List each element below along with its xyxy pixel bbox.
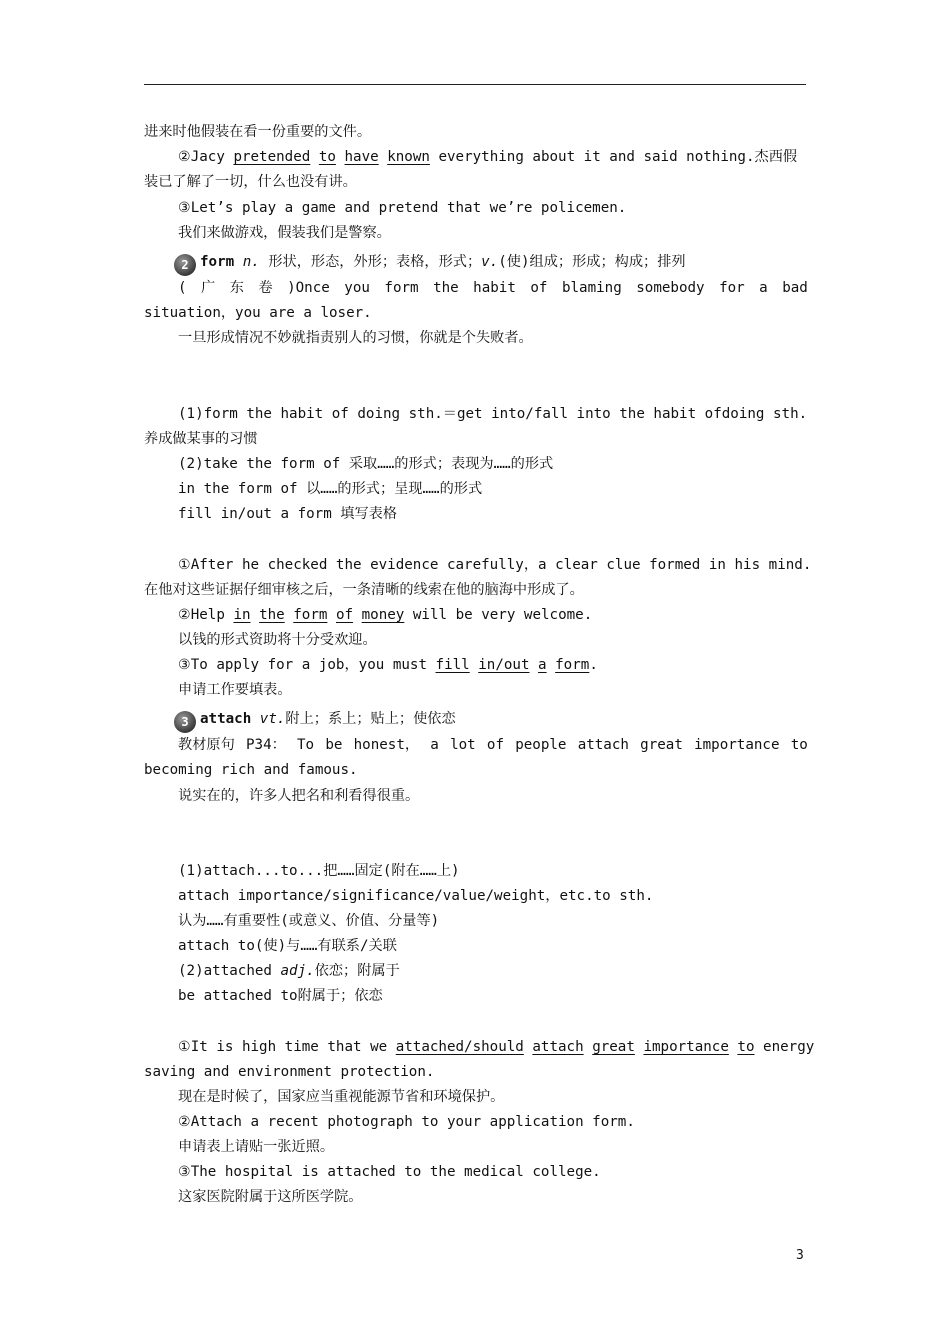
- example-sentence: ②Help in the form of money will be very welcome.: [178, 607, 593, 623]
- text-line: 装已了解了一切，什么也没有讲。: [144, 174, 357, 190]
- text-line: 养成做某事的习惯: [144, 431, 258, 447]
- word: lot: [450, 737, 476, 753]
- translation-line: 申请工作要填表。: [178, 682, 292, 698]
- phrase-line: (1)attach...to...把……固定(附在……上): [178, 863, 460, 879]
- word: To: [297, 737, 315, 753]
- word: for: [719, 280, 745, 296]
- translation-line: 这家医院附属于这所医学院。: [178, 1189, 363, 1205]
- headword: form: [200, 254, 235, 270]
- translation-line: 申请表上请贴一张近照。: [178, 1139, 335, 1155]
- example-sentence-justified: [178, 278, 808, 298]
- example-sentence: ③To apply for a job，you must fill in/out a form.: [178, 657, 598, 673]
- text-line: saving and environment protection.: [144, 1064, 435, 1080]
- word: 教材原句: [178, 737, 235, 753]
- example-sentence: ①It is high time that we attached/should attach great importance to energy: [178, 1039, 815, 1055]
- word: of: [486, 737, 504, 753]
- example-sentence: ②Attach a recent photograph to your application form.: [178, 1114, 635, 1130]
- word: P34：: [245, 737, 286, 753]
- phrase-line: (2)take the form of 采取……的形式；表现为……的形式: [178, 456, 554, 472]
- translation-line: 我们来做游戏，假装我们是警察。: [178, 225, 391, 241]
- word: be: [325, 737, 343, 753]
- word: you: [344, 280, 370, 296]
- word: to: [790, 737, 808, 753]
- word: 卷: [258, 280, 273, 296]
- phrase-line: attach to(使)与……有联系/关联: [178, 938, 397, 954]
- word: )Once: [287, 280, 330, 296]
- textbook-sentence-justified: [178, 735, 808, 755]
- word: somebody: [636, 280, 705, 296]
- translation-line: 现在是时候了，国家应当重视能源节省和环境保护。: [178, 1089, 505, 1105]
- translation-line: 一旦形成情况不妙就指责别人的习惯，你就是个失败者。: [178, 330, 533, 346]
- text-line: 在他对这些证据仔细审核之后，一条清晰的线索在他的脑海中形成了。: [144, 582, 584, 598]
- word: attach: [577, 737, 629, 753]
- translation-line: 以钱的形式资助将十分受欢迎。: [178, 632, 377, 648]
- phrase-line: attach importance/significance/value/weight，etc.to sth.: [178, 888, 654, 904]
- text-line: 进来时他假装在看一份重要的文件。: [144, 124, 372, 140]
- word: importance: [694, 737, 780, 753]
- word: honest，: [353, 737, 420, 753]
- translation-line: 说实在的，许多人把名和利看得很重。: [178, 788, 420, 804]
- example-sentence: ③The hospital is attached to the medical college.: [178, 1164, 601, 1180]
- word: of: [530, 280, 548, 296]
- word: bad: [782, 280, 808, 296]
- phrase-line: be attached to附属于；依恋: [178, 988, 383, 1004]
- word: form: [384, 280, 419, 296]
- phrase-line: (1)form the habit of doing sth.＝get into/fall into the habit ofdoing sth.: [178, 406, 808, 422]
- example-sentence: ③Let’s play a game and pretend that we’re policemen.: [178, 200, 627, 216]
- example-sentence: ①After he checked the evidence carefully，a clear clue formed in his mind.: [178, 557, 812, 573]
- vocab-entry-attach: 3 attach vt.附上；系上；贴上；使依恋: [178, 709, 808, 733]
- word: (: [178, 280, 187, 296]
- word: blaming: [561, 280, 622, 296]
- word: habit: [473, 280, 516, 296]
- word: a: [430, 737, 439, 753]
- header-rule: [144, 84, 806, 85]
- phrase-line: fill in/out a form 填写表格: [178, 506, 398, 522]
- text-line: situation，you are a loser.: [144, 305, 372, 321]
- example-sentence: ②Jacy pretended to have known everything about it and said nothing.杰西假: [178, 149, 798, 165]
- word: 广: [201, 280, 216, 296]
- headword: attach: [200, 711, 252, 727]
- vocab-entry-form: 2 form n. 形状，形态，外形；表格，形式；v.(使)组成；形成；构成；排列: [178, 252, 808, 276]
- word: a: [759, 280, 768, 296]
- phrase-line: in the form of 以……的形式；呈现……的形式: [178, 481, 483, 497]
- word: 东: [229, 280, 244, 296]
- word: people: [515, 737, 567, 753]
- word: the: [433, 280, 459, 296]
- page-number: 3: [796, 1248, 804, 1263]
- phrase-line: 认为……有重要性(或意义、价值、分量等): [178, 913, 440, 929]
- text-line: becoming rich and famous.: [144, 762, 358, 778]
- word: great: [640, 737, 683, 753]
- phrase-line: (2)attached adj.依恋；附属于: [178, 963, 400, 979]
- number-badge-icon: 3: [174, 711, 196, 733]
- number-badge-icon: 2: [174, 254, 196, 276]
